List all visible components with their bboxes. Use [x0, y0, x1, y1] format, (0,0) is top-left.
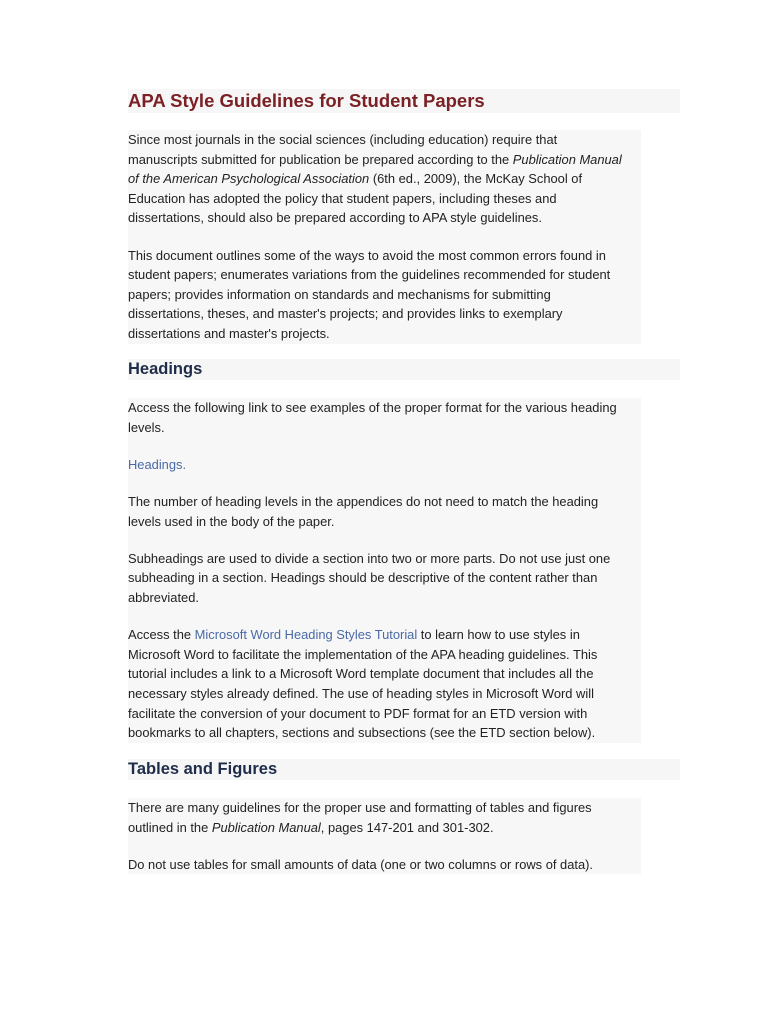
text-line: abbreviated. [128, 589, 199, 605]
text-line: dissertations, theses, and master's projects; and provides links to exemplary [128, 306, 563, 322]
text-line: Education has adopted the policy that student papers, including theses and [128, 190, 557, 206]
text-line: levels. [128, 419, 165, 435]
text-line: levels used in the body of the paper. [128, 513, 335, 529]
word-heading-styles-tutorial-link[interactable]: Microsoft Word Heading Styles Tutorial [194, 627, 418, 643]
headings-paragraph-4 [128, 625, 641, 743]
text-line [128, 818, 641, 838]
text-line: tutorial includes a link to a Microsoft Word template document that includes all the [128, 666, 594, 682]
text-line [128, 625, 641, 645]
intro-paragraph-2 [128, 246, 641, 344]
text-run: manuscripts submitted for publication be prepared according to the [128, 151, 513, 167]
page-title: APA Style Guidelines for Student Papers [128, 89, 680, 113]
tables-paragraph-1 [128, 798, 641, 837]
text-run: outlined in the [128, 819, 212, 835]
tables-figures-section [128, 798, 641, 874]
headings-paragraph-1 [128, 398, 641, 437]
text-line: dissertations and master's projects. [128, 325, 330, 341]
text-line: The number of heading levels in the appendices do not need to match the heading [128, 493, 599, 509]
text-line: dissertations, should also be prepared according to APA style guidelines. [128, 210, 542, 226]
text-run: Access the [128, 627, 195, 643]
headings-section [128, 398, 641, 743]
publication-manual-title-cont: of the American Psychological Association [128, 171, 370, 187]
text-line: Subheadings are used to divide a section into two or more parts. Do not use just one [128, 550, 611, 566]
text-line [128, 150, 641, 170]
text-line: subheading in a section. Headings should be descriptive of the content rather than [128, 570, 598, 586]
headings-link[interactable]: Headings. [128, 456, 187, 472]
text-line: Access the following link to see examples of the proper format for the various heading [128, 400, 617, 415]
tables-figures-section-heading: Tables and Figures [128, 759, 680, 780]
text-line: bookmarks to all chapters, sections and subsections (see the ETD section below). [128, 725, 596, 741]
headings-link-paragraph [128, 455, 641, 475]
headings-paragraph-3 [128, 549, 641, 608]
text-line: facilitate the conversion of your document to PDF format for an ETD version with [128, 705, 588, 721]
tables-paragraph-2 [128, 855, 641, 875]
headings-section-heading: Headings [128, 359, 680, 380]
text-line: Microsoft Word to facilitate the implementation of the APA heading guidelines. This [128, 646, 598, 662]
text-line: necessary styles already defined. The use of heading styles in Microsoft Word will [128, 685, 594, 701]
intro-paragraph-1 [128, 130, 641, 228]
publication-manual-title: Publication Manual [211, 819, 321, 835]
text-line: Since most journals in the social sciences (including education) require that [128, 132, 558, 147]
text-line: This document outlines some of the ways to avoid the most common errors found in [128, 247, 606, 263]
headings-paragraph-2 [128, 492, 641, 531]
text-line: student papers; enumerates variations from the guidelines recommended for student [128, 267, 611, 283]
text-run: , pages 147-201 and 301-302. [320, 819, 494, 835]
text-line: Do not use tables for small amounts of data (one or two columns or rows of data). [128, 856, 594, 872]
text-line: There are many guidelines for the proper use and formatting of tables and figures [128, 800, 592, 815]
text-line [128, 169, 641, 189]
text-line: papers; provides information on standards and mechanisms for submitting [128, 286, 551, 302]
text-run: to learn how to use styles in [417, 627, 580, 643]
publication-manual-title: Publication Manual [512, 151, 622, 167]
intro-section [128, 130, 641, 344]
text-run: (6th ed., 2009), the McKay School of [369, 171, 583, 187]
